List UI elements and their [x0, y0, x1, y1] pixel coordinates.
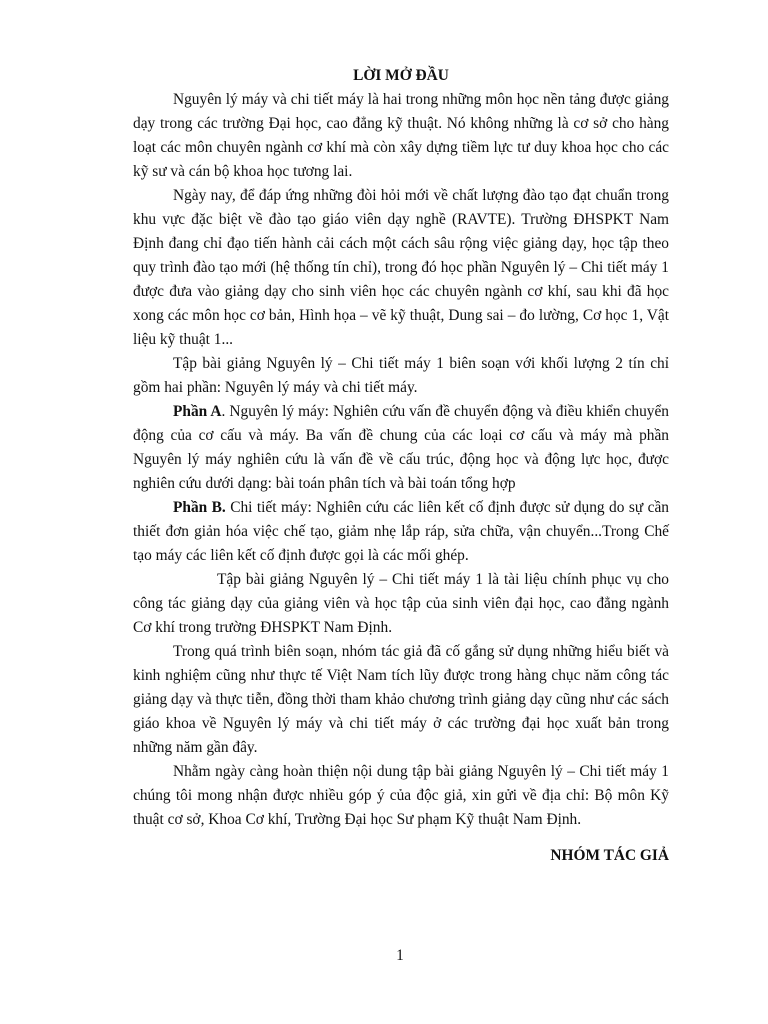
paragraph-intro-text: Nguyên lý máy và chi tiết máy là hai trong những môn học nền tảng được giảng dạy trong các trường Đại học, cao đẳng kỹ thuật. Nó không những là cơ sở cho hàng loạt các môn chuyên ngành cơ khí mà còn xây dựng tiềm lực tư duy khoa học cho các kỹ sư và cán bộ khoa học tương lai. — [133, 91, 669, 180]
page-number: 1 — [396, 947, 404, 964]
paragraph-feedback-text: Nhằm ngày càng hoàn thiện nội dung tập bài giảng Nguyên lý – Chi tiết máy 1 chúng tôi mong nhận được nhiều góp ý của độc giả, xin gửi về địa chỉ: Bộ môn Kỹ thuật cơ sở, Khoa Cơ khí, Trường Đại học Sư phạm Kỹ thuật Nam Định. — [133, 763, 669, 828]
paragraph-intro — [133, 88, 669, 184]
paragraph-authoring-text: Trong quá trình biên soạn, nhóm tác giả đã cố gắng sử dụng những hiểu biết và kinh nghiệm cũng như thực tế Việt Nam tích lũy được trong hàng chục năm công tác giảng dạy và thực tiễn, đồng thời tham khảo chương trình giảng dạy cũng như các sách giáo khoa về Nguyên lý máy và chi tiết máy ở các trường đại học xuất bản trong những năm gần đây. — [133, 643, 669, 756]
paragraph-purpose-text: Tập bài giảng Nguyên lý – Chi tiết máy 1 là tài liệu chính phục vụ cho công tác giảng dạy của giảng viên và học tập của sinh viên đại học, cao đẳng ngành Cơ khí trong trường ĐHSPKT Nam Định. — [133, 571, 669, 636]
paragraph-authoring — [133, 640, 669, 760]
paragraph-purpose — [133, 568, 669, 640]
part-b-text: Chi tiết máy: Nghiên cứu các liên kết cố định được sử dụng do sự cần thiết đơn giản hóa việc chế tạo, giảm nhẹ lắp ráp, sửa chữa, vận chuyển...Trong Chế tạo máy các liên kết cố định được gọi là các mối ghép. — [133, 499, 669, 564]
paragraph-part-a — [133, 400, 669, 496]
page-title: LỜI MỞ ĐẦU — [353, 67, 449, 84]
page-content — [133, 64, 669, 832]
part-a-text: . Nguyên lý máy: Nghiên cứu vấn đề chuyển động và điều khiển chuyển động của cơ cấu và máy. Ba vấn đề chung của các loại cơ cấu và máy mà phần Nguyên lý máy nghiên cứu là vấn đề về cấu trúc, động học và động lực học, được nghiên cứu dưới dạng: bài toán phân tích và bài toán tổng hợp — [133, 403, 669, 492]
author-signature: NHÓM TÁC GIẢ — [550, 847, 669, 864]
paragraph-feedback — [133, 760, 669, 832]
paragraph-structure — [133, 352, 669, 400]
paragraph-part-b — [133, 496, 669, 568]
part-b-heading: Phần B. — [173, 499, 226, 516]
paragraph-context-text: Ngày nay, để đáp ứng những đòi hỏi mới về chất lượng đào tạo đạt chuẩn trong khu vực đặc biệt về đào tạo giáo viên dạy nghề (RAVTE). Trường ĐHSPKT Nam Định đang chỉ đạo tiến hành cải cách một cách sâu rộng việc giảng dạy, học tập theo quy trình đào tạo mới (hệ thống tín chỉ), trong đó học phần Nguyên lý – Chi tiết máy 1 được đưa vào giảng dạy cho sinh viên học các chuyên ngành cơ khí, sau khi đã học xong các môn học cơ bản, Hình họa – vẽ kỹ thuật, Dung sai – đo lường, Cơ học 1, Vật liệu kỹ thuật 1... — [133, 187, 669, 348]
part-a-heading: Phần A — [173, 403, 222, 420]
paragraph-context — [133, 184, 669, 352]
paragraph-structure-text: Tập bài giảng Nguyên lý – Chi tiết máy 1 biên soạn với khối lượng 2 tín chỉ gồm hai phần: Nguyên lý máy và chi tiết máy. — [133, 355, 669, 396]
